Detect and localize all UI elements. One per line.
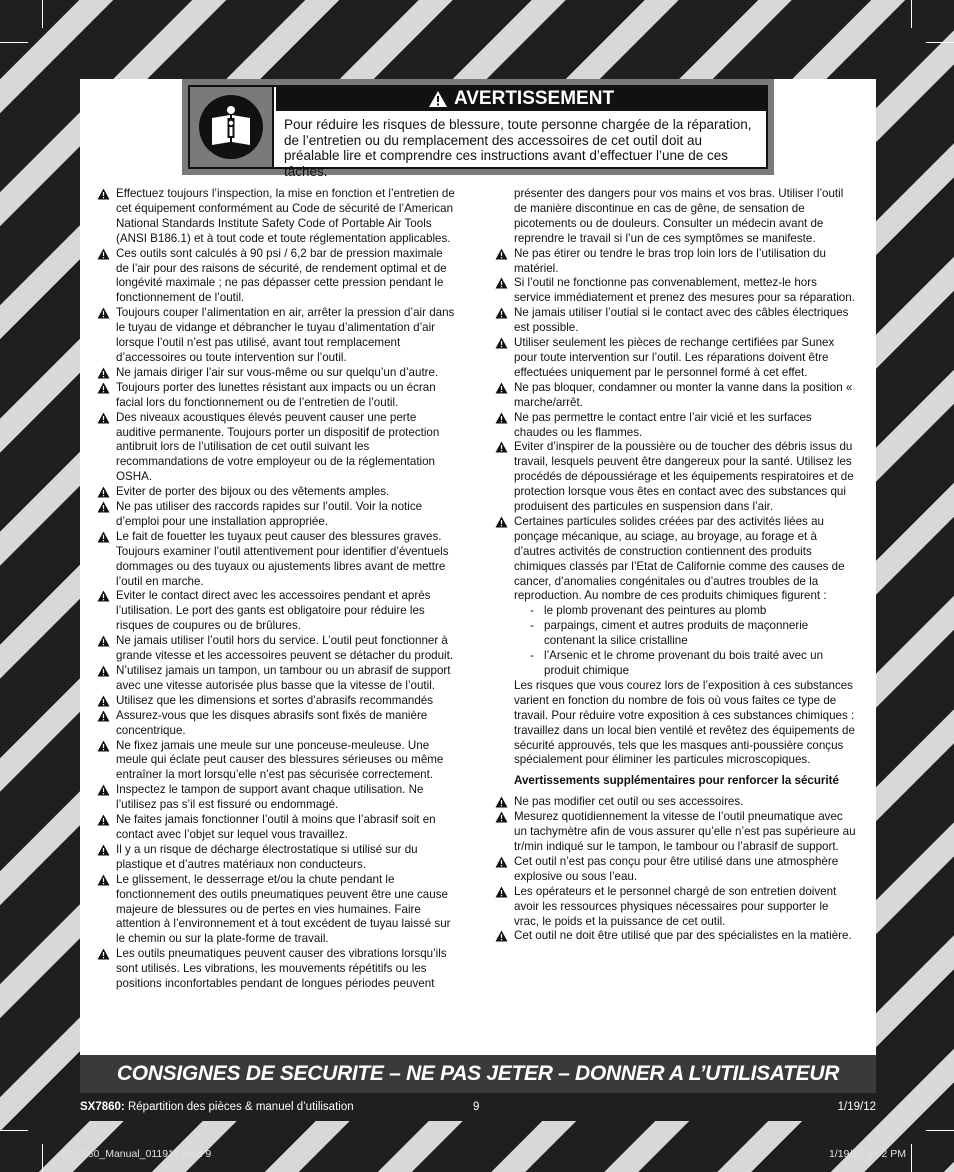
safety-item: Si l’outil ne fonctionne pas convenablement, mettez-le hors service immédiatement et prenez des mesures pour sa réparation. [494, 276, 856, 306]
safety-item: Assurez-vous que les disques abrasifs sont fixés de manière concentrique. [96, 709, 458, 739]
crop-mark [42, 1144, 43, 1172]
warning-triangle-icon [97, 784, 110, 796]
safety-item: Ne pas bloquer, condamner ou monter la vanne dans la position « marche/arrêt. [494, 381, 856, 411]
warning-triangle-icon [97, 814, 110, 826]
warning-triangle-icon [97, 710, 110, 722]
left-column [96, 187, 458, 992]
safety-item: Effectuez toujours l’inspection, la mise en fonction et l’entretien de cet équipement conformément au Code de sécurité de l’American National Standards Institute Safety Code of Portable Air Tools (ANSI B186.1) et à tout code et toute réglementation applicables. [96, 187, 458, 247]
chemical-list-item: - l’Arsenic et le chrome provenant du bois traité avec un produit chimique [530, 649, 824, 677]
warning-triangle-icon [97, 844, 110, 856]
safety-banner: CONSIGNES DE SECURITE – NE PAS JETER – DONNER A L’UTILISATEUR [80, 1055, 876, 1093]
warning-triangle-icon [495, 412, 508, 424]
safety-item: Toujours porter des lunettes résistant aux impacts ou un écran facial lors du fonctionnement ou de l’entretien de l’outil. [96, 381, 458, 411]
warning-triangle-icon [97, 874, 110, 886]
warning-triangle-icon [495, 811, 508, 823]
crop-mark [0, 1130, 28, 1131]
warning-title-bar [276, 87, 766, 111]
warning-triangle-icon [97, 635, 110, 647]
print-slug-file: SX7860_Manual_011912.indd 9 [62, 1148, 212, 1160]
safety-item: Ne jamais diriger l’air sur vous-même ou sur quelqu’un d’autre. [96, 366, 458, 381]
footer-description: Répartition des pièces & manuel d’utilisation [127, 1101, 354, 1113]
warning-triangle-icon [495, 307, 508, 319]
page-footer [80, 1093, 876, 1121]
safety-item: Ne pas permettre le contact entre l’air vicié et les surfaces chaudes ou les flammes. [494, 411, 856, 441]
safety-item: Cet outil n’est pas conçu pour être utilisé dans une atmosphère explosive ou sous l’eau. [494, 855, 856, 885]
warning-triangle-icon [97, 382, 110, 394]
safety-item: Des niveaux acoustiques élevés peuvent causer une perte auditive permanente. Toujours porter un dispositif de protection antibruit lors de l’utilisation de cet outil suivant les recommandations de votre employeur ou de la réglementation OSHA. [96, 411, 458, 486]
safety-item: Le glissement, le desserrage et/ou la chute pendant le fonctionnement des outils pneumatiques peuvent être une cause majeure de blessures ou de pertes en vies humaines. Faire attention à l’environnement et à tout excédent de tuyau laissé sur le chemin ou sur la plate-forme de travail. [96, 873, 458, 948]
warning-triangle-icon [97, 695, 110, 707]
safety-item: Toujours couper l’alimentation en air, arrêter la pression d’air dans le tuyau de vidange et débrancher le tuyau d’alimentation d’air lorsque l’outil n’est pas utilisé, avant tout remplacement d’accessoires ou toute intervention sur l’outil. [96, 306, 458, 366]
safety-item: Ne pas modifier cet outil ou ses accessoires. [494, 795, 856, 810]
warning-triangle-icon [428, 90, 448, 108]
warning-triangle-icon [495, 886, 508, 898]
footer-date: 1/19/12 [837, 1101, 876, 1113]
warning-triangle-icon [495, 382, 508, 394]
warning-triangle-icon [97, 307, 110, 319]
crop-mark [911, 0, 912, 28]
warning-triangle-icon [97, 367, 110, 379]
crop-mark [911, 1144, 912, 1172]
safety-item: Ne pas étirer ou tendre le bras trop loin lors de l’utilisation du matériel. [494, 247, 856, 277]
warning-triangle-icon [97, 486, 110, 498]
warning-title: AVERTISSEMENT [453, 88, 615, 109]
footer-model: SX7860: [80, 1101, 125, 1113]
safety-item: Eviter le contact direct avec les accessoires pendant et après l’utilisation. Le port des gants est obligatoire pour réduire les risques de coupures ou de brûlures. [96, 589, 458, 634]
safety-item: Utiliser seulement les pièces de rechange certifiées par Sunex pour toute intervention sur l’outil. Les réparations doivent être effectuées uniquement par le personnel formé à cet effet. [494, 336, 856, 381]
safety-item: Eviter d’inspirer de la poussière ou de toucher des débris issus du travail, lesquels peuvent être dangereux pour la santé. Utilisez les procédés de dépoussiérage et les équipements respiratoires et de protection lorsque vous êtes en contact avec des substances qui produisent des particules en suspension dans l’air. [494, 440, 856, 515]
warning-triangle-icon [495, 277, 508, 289]
warning-box [182, 79, 774, 179]
safety-item: Ces outils sont calculés à 90 psi / 6,2 bar de pression maximale de l’air pour des raisons de sécurité, de rendement optimal et de longévité maximale ; ne pas dépasser cette pression pendant le fonctionnement de l’outil. [96, 247, 458, 307]
read-manual-icon [198, 94, 264, 160]
chemical-list-item: - le plomb provenant des peintures au plomb [530, 604, 767, 618]
page [80, 79, 876, 1063]
warning-triangle-icon [97, 188, 110, 200]
safety-item: Ne fixez jamais une meule sur une ponceuse-meuleuse. Une meule qui éclate peut causer des blessures sérieuses ou même entraîner la mort lorsqu’elle n’est pas sécurisée correctement. [96, 739, 458, 784]
crop-mark [926, 42, 954, 43]
warning-triangle-icon [495, 441, 508, 453]
warning-triangle-icon [495, 930, 508, 942]
safety-item: Les outils pneumatiques peuvent causer des vibrations lorsqu’ils sont utilisés. Les vibrations, les mouvements répétitifs ou les positions inconfortables pendant de longues périodes peuvent [96, 947, 458, 992]
safety-item: Certaines particules solides créées par des activités liées au ponçage mécanique, au sciage, au broyage, au forage et à d’autres activités de construction contiennent des produits chimiques classés par l’Etat de Californie comme des causes de cancer, d’anomalies congénitales ou d’autres troubles de la reproduction. Au nombre de ces produits chimiques figurent : [494, 515, 856, 604]
warning-triangle-icon [495, 337, 508, 349]
warning-triangle-icon [97, 665, 110, 677]
crop-mark [42, 0, 43, 28]
safety-item: Le fait de fouetter les tuyaux peut causer des blessures graves. Toujours examiner l’outil attentivement pour identifier d’éventuels dommages ou des tuyaux ou ajustements libres avant de mettre l’outil en marche. [96, 530, 458, 590]
warning-text: Pour réduire les risques de blessure, toute personne chargée de la réparation, de l’entretien ou du remplacement des accessoires de cet outil doit au préalable lire et comprendre ces instructions avant d’effectuer l’une de ces tâches. [284, 117, 752, 179]
safety-item: Eviter de porter des bijoux ou des vêtements amples. [96, 485, 458, 500]
continued-text: présenter des dangers pour vos mains et vos bras. Utiliser l’outil de manière discontinue en cas de gêne, de sensation de picotements ou de douleurs. Consulter un médecin avant de reprendre le travail si l’un de ces symptômes se manifeste. [514, 187, 844, 245]
safety-item: Ne jamais utiliser l’outial si le contact avec des câbles électriques est possible. [494, 306, 856, 336]
page-number: 9 [473, 1101, 480, 1113]
safety-item: Ne faites jamais fonctionner l’outil à moins que l’abrasif soit en contact avec l’objet sur lequel vous travaillez. [96, 813, 458, 843]
warning-triangle-icon [495, 796, 508, 808]
warning-triangle-icon [97, 590, 110, 602]
safety-item: Utilisez que les dimensions et sortes d’abrasifs recommandés [96, 694, 458, 709]
warning-triangle-icon [97, 412, 110, 424]
right-column [494, 187, 856, 944]
warning-triangle-icon [97, 740, 110, 752]
safety-item: Ne pas utiliser des raccords rapides sur l’outil. Voir la notice d’emploi pour une installation appropriée. [96, 500, 458, 530]
warning-triangle-icon [97, 531, 110, 543]
warning-triangle-icon [97, 501, 110, 513]
read-manual-icon-cell [190, 87, 274, 167]
warning-triangle-icon [495, 516, 508, 528]
safety-item: Cet outil ne doit être utilisé que par des spécialistes en la matière. [494, 929, 856, 944]
safety-item: Inspectez le tampon de support avant chaque utilisation. Ne l’utilisez pas s’il est fissuré ou endommagé. [96, 783, 458, 813]
warning-triangle-icon [495, 856, 508, 868]
warning-triangle-icon [97, 248, 110, 260]
crop-mark [0, 42, 28, 43]
print-slug-date: 1/19/12 6:02 PM [828, 1148, 906, 1160]
safety-item: N’utilisez jamais un tampon, un tambour ou un abrasif de support avec une vitesse autorisée plus basse que la vitesse de l’outil. [96, 664, 458, 694]
chemical-list-item: - parpaings, ciment et autres produits de maçonnerie contenant la silice cristalline [530, 619, 809, 648]
warning-triangle-icon [97, 948, 110, 960]
exposure-paragraph: Les risques que vous courez lors de l’exposition à ces substances varient en fonction du nombre de fois où vous faites ce type de travail. Pour réduire votre exposition à ces substances chimiques : travaillez dans un local bien ventilé et revêtez des équipements de sécurité approuvés, tels que les masques anti-poussière conçus spécialement pour éliminer les particules microscopiques. [514, 678, 855, 767]
additional-warnings-heading: Avertissements supplémentaires pour renforcer la sécurité [514, 774, 839, 788]
safety-item: Mesurez quotidiennement la vitesse de l’outil pneumatique avec un tachymètre afin de vous assurer qu’elle n’est pas supérieure au tr/min indiqué sur le tampon, le tambour ou l’abrasif de support. [494, 810, 856, 855]
safety-item: Ne jamais utiliser l’outil hors du service. L’outil peut fonctionner à grande vitesse et les accessoires peuvent se détacher du produit. [96, 634, 458, 664]
safety-item: Les opérateurs et le personnel chargé de son entretien doivent avoir les ressources physiques nécessaires pour supporter le vrac, le poids et la puissance de cet outil. [494, 885, 856, 930]
crop-mark [926, 1130, 954, 1131]
safety-item: Il y a un risque de décharge électrostatique si utilisé sur du plastique et d’autres matériaux non conducteurs. [96, 843, 458, 873]
footer-title [80, 1101, 354, 1113]
warning-triangle-icon [495, 248, 508, 260]
